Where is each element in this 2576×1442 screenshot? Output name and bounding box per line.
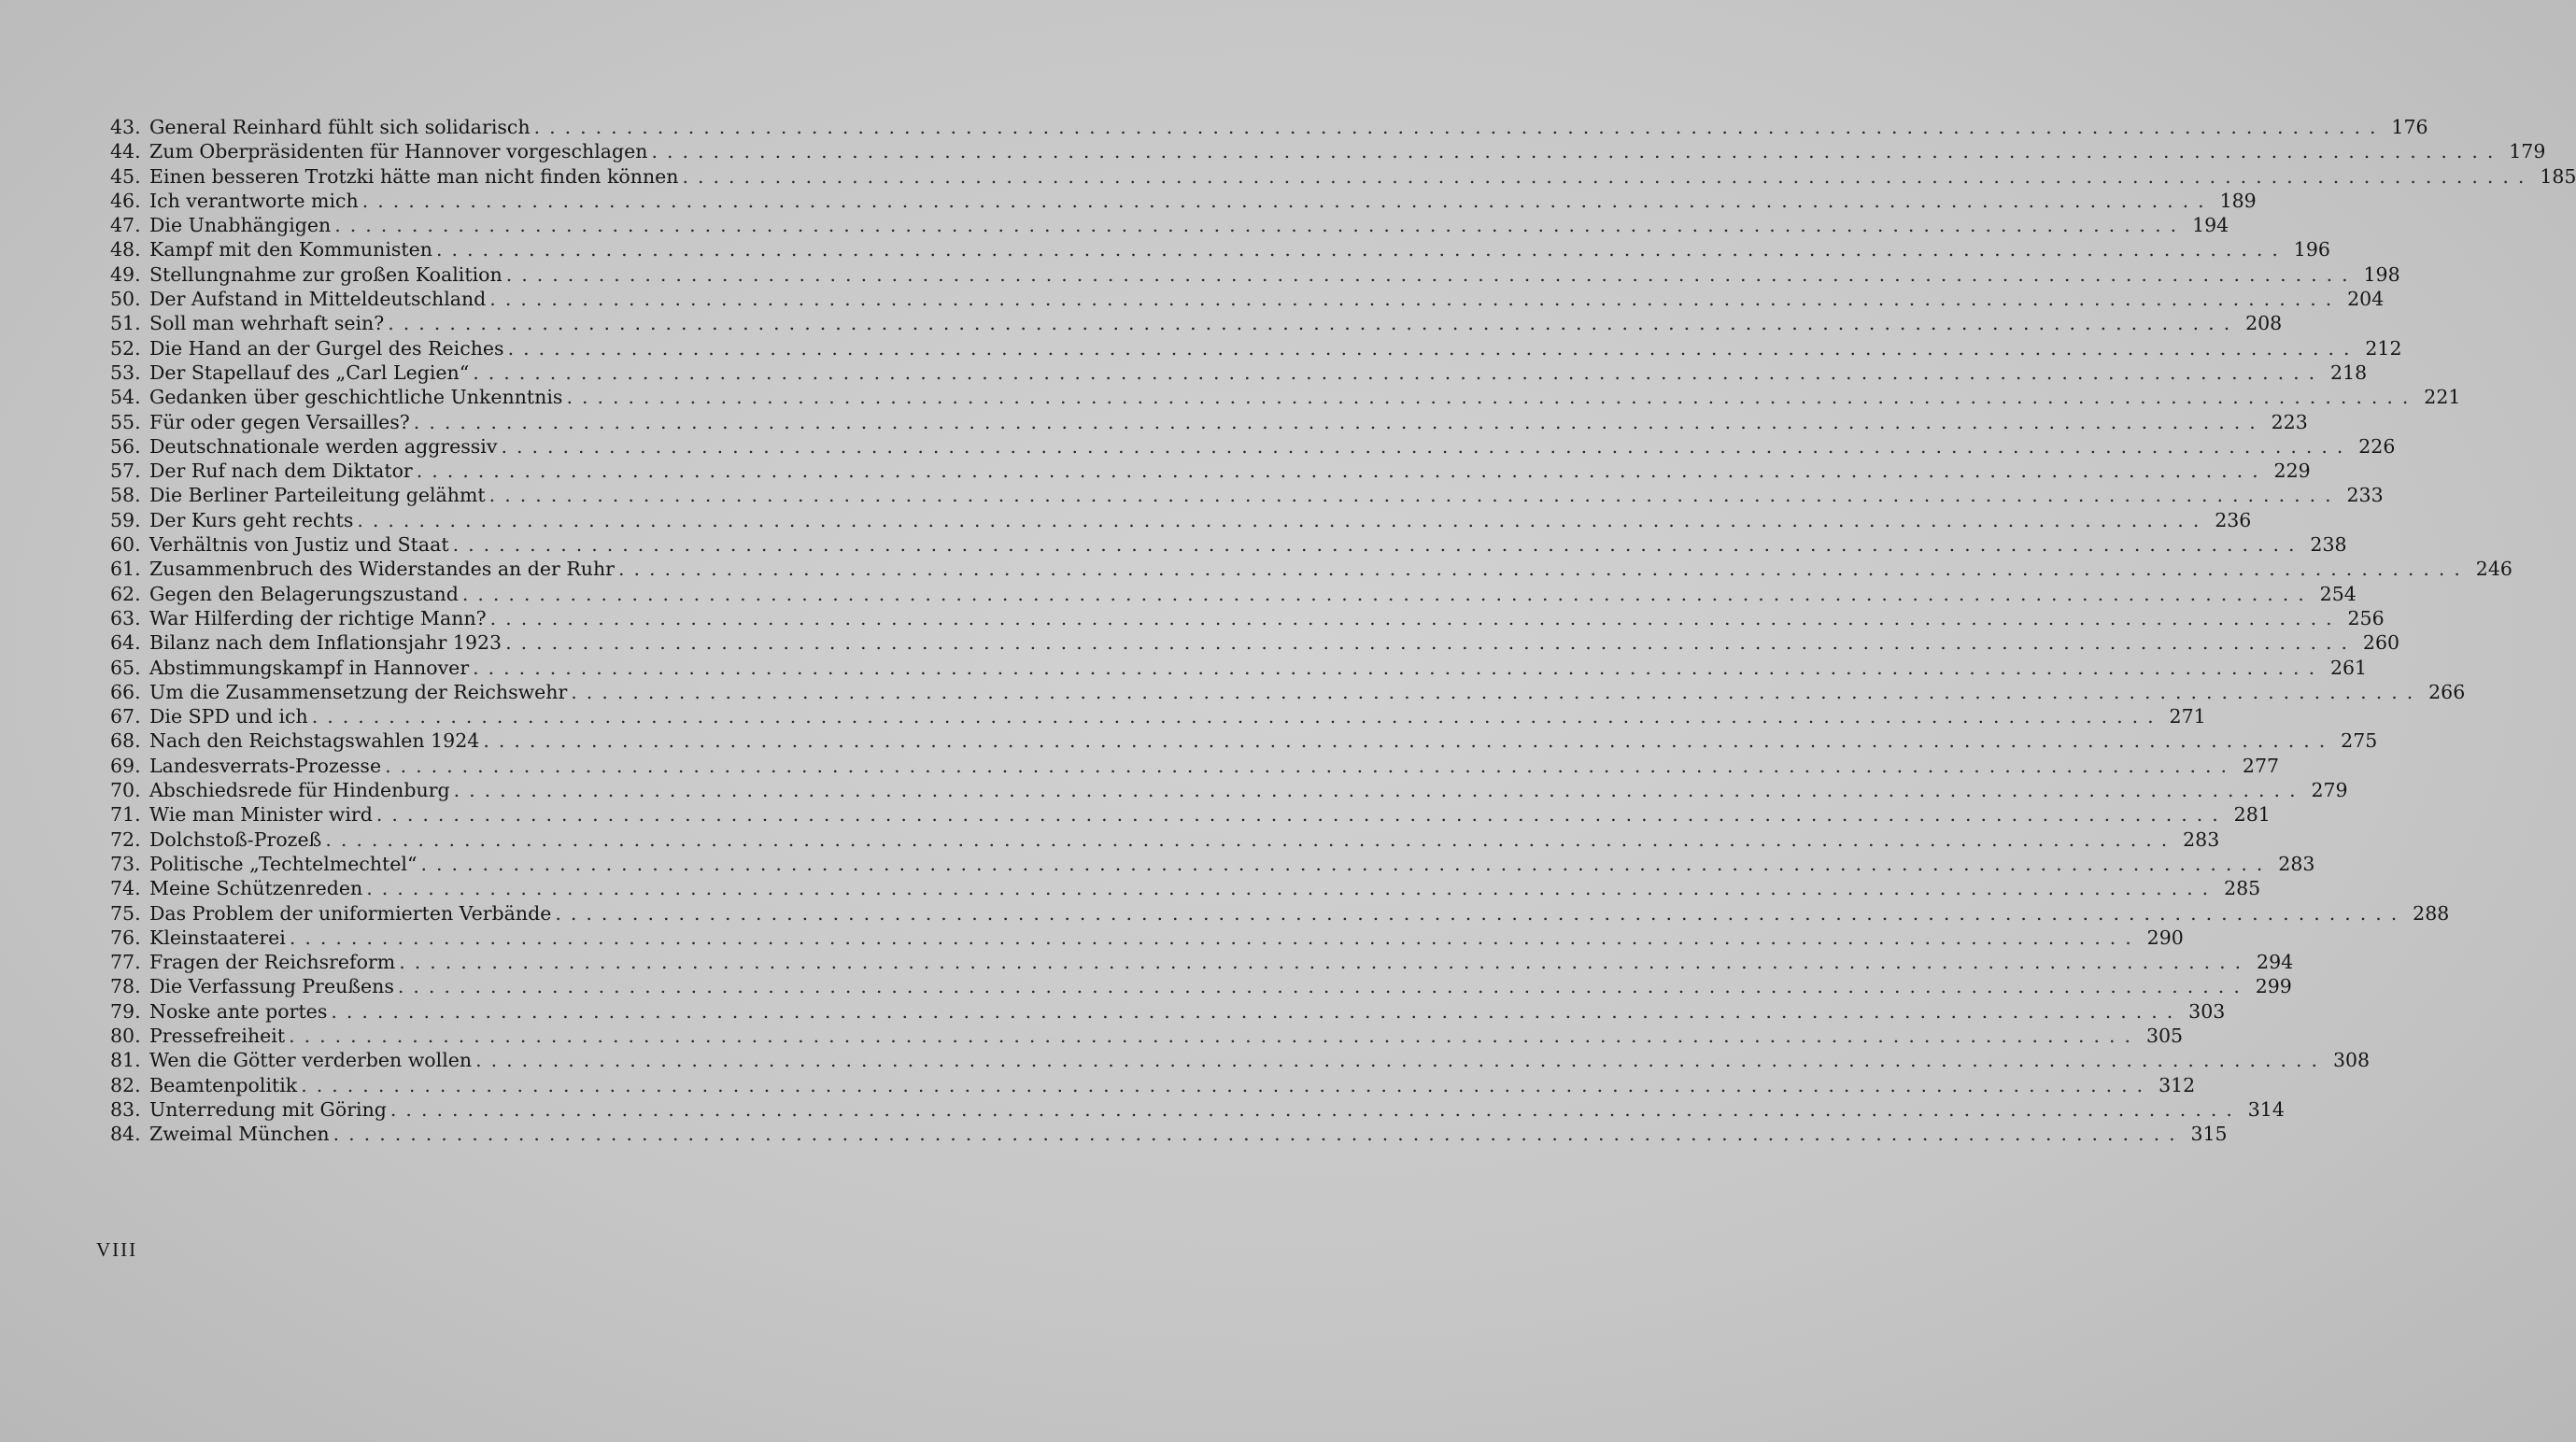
entry-page-number: 308: [2332, 1049, 2371, 1072]
entry-number: 73.: [110, 852, 141, 875]
toc-entry: [110, 951, 2294, 975]
page-number-folio: VIII: [96, 1238, 138, 1261]
toc-entry: [110, 754, 2280, 779]
dot-leader: ........................................................................................................................: [682, 164, 2534, 188]
entry-page-number: 204: [2347, 288, 2385, 311]
entry-page-number: 285: [2224, 877, 2261, 900]
dot-leader: ........................................................................................................................: [488, 484, 2341, 507]
toc-entry: [110, 852, 2315, 877]
toc-entry: [110, 975, 2292, 999]
entry-number: 62.: [110, 582, 141, 605]
entry-title: Bilanz nach dem Inflationsjahr 1923: [149, 631, 502, 655]
entry-page-number: 312: [2158, 1073, 2196, 1096]
dot-leader: ........................................................................................................................: [505, 631, 2357, 655]
dot-leader: ........................................................................................................................: [452, 533, 2304, 557]
dot-leader: ........................................................................................................................: [501, 434, 2353, 458]
entry-page-number: 288: [2413, 901, 2450, 925]
dot-leader: ........................................................................................................................: [420, 852, 2272, 875]
entry-page-number: 218: [2330, 360, 2368, 384]
entry-number: 52.: [110, 336, 141, 360]
entry-title: Deutschnationale werden aggressiv: [149, 434, 498, 458]
entry-title: Nach den Reichstagswahlen 1924: [149, 729, 480, 753]
entry-number: 47.: [110, 214, 141, 237]
entry-number: 71.: [110, 803, 141, 827]
dot-leader: ........................................................................................................................: [331, 999, 2183, 1023]
entry-title: Wen die Götter verderben wollen: [149, 1049, 473, 1072]
entry-title: Soll man wehrhaft sein?: [149, 312, 385, 335]
dot-leader: ........................................................................................................................: [289, 1024, 2141, 1047]
entry-page-number: 254: [2319, 582, 2357, 605]
entry-title: Die Hand an der Gurgel des Reiches: [149, 336, 504, 360]
entry-title: Politische „Techtelmechtel“: [149, 852, 418, 875]
entry-page-number: 246: [2475, 558, 2512, 581]
entry-page-number: 208: [2245, 312, 2283, 335]
entry-page-number: 229: [2273, 459, 2311, 483]
dot-leader: ........................................................................................................................: [473, 656, 2325, 679]
entry-number: 66.: [110, 680, 141, 703]
toc-entry: [110, 1073, 2196, 1098]
entry-page-number: 283: [2278, 852, 2315, 875]
toc-entry: [110, 779, 2348, 803]
entry-number: 79.: [110, 999, 141, 1023]
dot-leader: ........................................................................................................................: [507, 336, 2359, 360]
dot-leader: ........................................................................................................................: [489, 288, 2342, 311]
entry-page-number: 221: [2424, 386, 2461, 409]
entry-number: 72.: [110, 827, 141, 851]
toc-entry: [110, 729, 2378, 754]
dot-leader: ........................................................................................................................: [333, 1123, 2185, 1146]
entry-title: Meine Schützenreden: [149, 877, 363, 900]
entry-title: Abschiedsrede für Hindenburg: [149, 779, 450, 802]
toc-entry: [110, 410, 2308, 435]
entry-page-number: 260: [2362, 631, 2400, 655]
entry-number: 84.: [110, 1123, 141, 1146]
dot-leader: ........................................................................................................................: [388, 312, 2240, 335]
entry-page-number: 266: [2428, 680, 2466, 703]
toc-entry: [110, 606, 2385, 631]
toc-entry: [110, 336, 2402, 361]
entry-number: 83.: [110, 1097, 141, 1121]
entry-title: Die Berliner Parteileitung gelähmt: [149, 484, 486, 507]
entry-page-number: 236: [2215, 508, 2252, 531]
toc-entry: [110, 827, 2220, 853]
entry-title: Pressefreiheit: [149, 1024, 286, 1047]
dot-leader: ........................................................................................................................: [399, 951, 2251, 974]
entry-title: Der Stapellauf des „Carl Legien“: [149, 360, 470, 384]
entry-number: 49.: [110, 262, 141, 286]
toc-entry: [110, 386, 2461, 410]
entry-title: Abstimmungskampf in Hannover: [149, 656, 470, 679]
toc-entry: [110, 189, 2257, 214]
entry-page-number: 176: [2391, 116, 2428, 138]
entry-title: Fragen der Reichsreform: [149, 951, 396, 974]
toc-entry: [110, 1097, 2285, 1123]
entry-page-number: 238: [2310, 533, 2347, 557]
entry-page-number: 198: [2363, 262, 2400, 286]
entry-title: War Hilferding der richtige Mann?: [149, 606, 487, 629]
entry-title: Kleinstaaterei: [149, 926, 286, 949]
entry-number: 55.: [110, 410, 141, 433]
toc-entry: [110, 901, 2450, 926]
toc-entry: [110, 484, 2384, 508]
entry-page-number: 233: [2346, 484, 2384, 507]
toc-entry: [110, 140, 2546, 164]
toc-entry: [110, 558, 2512, 582]
toc-entry: [110, 582, 2357, 607]
entry-number: 48.: [110, 238, 141, 262]
dot-leader: ........................................................................................................................: [566, 386, 2418, 409]
toc-entry: [110, 1049, 2371, 1073]
entry-number: 50.: [110, 288, 141, 311]
entry-page-number: 275: [2341, 729, 2378, 753]
entry-title: Kampf mit den Kommunisten: [149, 238, 432, 262]
toc-entry: [110, 312, 2283, 336]
entry-number: 82.: [110, 1073, 141, 1096]
entry-number: 63.: [110, 606, 141, 629]
entry-number: 75.: [110, 901, 141, 925]
dot-leader: ........................................................................................................................: [489, 606, 2342, 629]
dot-leader: ........................................................................................................................: [651, 140, 2503, 163]
entry-title: Einen besseren Trotzki hätte man nicht finden können: [149, 164, 679, 188]
entry-title: Zusammenbruch des Widerstandes an der Ruhr: [149, 558, 615, 581]
entry-number: 78.: [110, 975, 141, 998]
dot-leader: ........................................................................................................................: [301, 1073, 2153, 1096]
toc-entry: [110, 288, 2385, 312]
entry-number: 61.: [110, 558, 141, 581]
dot-leader: ........................................................................................................................: [311, 705, 2163, 728]
dot-leader: ........................................................................................................................: [555, 901, 2407, 925]
toc-entry: [110, 214, 2229, 238]
entry-title: Für oder gegen Versailles?: [149, 410, 410, 433]
entry-number: 44.: [110, 140, 141, 163]
entry-number: 67.: [110, 705, 141, 728]
entry-title: Die SPD und ich: [149, 705, 308, 728]
dot-leader: ........................................................................................................................: [325, 827, 2177, 851]
entry-number: 70.: [110, 779, 141, 802]
entry-number: 56.: [110, 434, 141, 458]
toc-entry: [110, 116, 2428, 140]
entry-page-number: 185: [2540, 164, 2576, 188]
toc-entry: [110, 1123, 2228, 1147]
entry-title: Noske ante portes: [149, 999, 328, 1023]
entry-number: 64.: [110, 631, 141, 655]
entry-page-number: 314: [2247, 1097, 2285, 1121]
entry-page-number: 179: [2509, 140, 2546, 163]
entry-number: 58.: [110, 484, 141, 507]
entry-number: 69.: [110, 754, 141, 777]
entry-number: 68.: [110, 729, 141, 753]
entry-title: Ich verantworte mich: [149, 189, 359, 212]
entry-title: Stellungnahme zur großen Koalition: [149, 262, 502, 286]
entry-page-number: 261: [2329, 656, 2368, 679]
entry-page-number: 294: [2257, 951, 2294, 974]
dot-leader: ........................................................................................................................: [505, 262, 2357, 286]
entry-number: 43.: [110, 116, 141, 138]
dot-leader: ........................................................................................................................: [389, 1097, 2242, 1121]
entry-page-number: 279: [2311, 779, 2348, 802]
entry-number: 46.: [110, 189, 141, 212]
entry-number: 45.: [110, 164, 141, 188]
entry-page-number: 283: [2183, 827, 2220, 851]
entry-page-number: 303: [2188, 999, 2226, 1023]
toc-entry: [110, 533, 2347, 558]
entry-number: 59.: [110, 508, 141, 531]
entry-page-number: 299: [2255, 975, 2292, 998]
entry-title: Zweimal München: [149, 1123, 330, 1146]
entry-number: 54.: [110, 386, 141, 409]
entry-title: Landesverrats-Prozesse: [149, 754, 382, 777]
entry-number: 57.: [110, 459, 141, 483]
entry-title: Wie man Minister wird: [149, 803, 373, 827]
dot-leader: ........................................................................................................................: [617, 558, 2470, 581]
dot-leader: ........................................................................................................................: [571, 680, 2423, 703]
toc-entry: [110, 360, 2368, 386]
entry-number: 74.: [110, 877, 141, 900]
entry-title: Gegen den Belagerungszustand: [149, 582, 459, 605]
toc-entry: [110, 262, 2400, 288]
entry-number: 77.: [110, 951, 141, 974]
entry-number: 51.: [110, 312, 141, 335]
entry-title: Verhältnis von Justiz und Staat: [149, 533, 449, 557]
toc-entry: [110, 680, 2466, 705]
dot-leader: ........................................................................................................................: [289, 926, 2141, 949]
entry-page-number: 315: [2190, 1123, 2228, 1146]
toc-entry: [110, 508, 2252, 533]
toc-entry: [110, 803, 2271, 827]
toc-entry: [110, 434, 2396, 459]
toc-entry: [110, 164, 2576, 190]
entry-page-number: 226: [2358, 434, 2396, 458]
entry-page-number: 194: [2192, 214, 2229, 237]
dot-leader: ........................................................................................................................: [475, 1049, 2328, 1072]
entry-title: General Reinhard fühlt sich solidarisch: [149, 116, 531, 138]
entry-title: Beamtenpolitik: [149, 1073, 298, 1096]
entry-title: Der Ruf nach dem Diktator: [149, 459, 413, 483]
dot-leader: ........................................................................................................................: [483, 729, 2335, 753]
entry-page-number: 256: [2347, 606, 2385, 629]
dot-leader: ........................................................................................................................: [533, 116, 2385, 138]
entry-page-number: 196: [2293, 238, 2330, 262]
entry-title: Zum Oberpräsidenten für Hannover vorgeschlagen: [149, 140, 648, 163]
toc-entry: [110, 705, 2206, 729]
entry-page-number: 277: [2242, 754, 2280, 777]
entry-number: 53.: [110, 360, 141, 384]
toc-entry: [110, 1024, 2184, 1049]
dot-leader: ........................................................................................................................: [385, 754, 2237, 777]
entry-title: Gedanken über geschichtliche Unkenntnis: [149, 386, 563, 409]
entry-title: Die Unabhängigen: [149, 214, 332, 237]
dot-leader: ........................................................................................................................: [334, 214, 2187, 237]
entry-title: Die Verfassung Preußens: [149, 975, 394, 998]
entry-title: Unterredung mit Göring: [149, 1097, 387, 1121]
entry-title: Der Kurs geht rechts: [149, 508, 354, 531]
dot-leader: ........................................................................................................................: [357, 508, 2209, 531]
toc-entry: [110, 459, 2311, 484]
entry-title: Um die Zusammensetzung der Reichswehr: [149, 680, 568, 703]
entry-title: Dolchstoß-Prozeß: [149, 827, 322, 851]
toc-entry: [110, 238, 2330, 262]
entry-page-number: 223: [2271, 410, 2308, 433]
entry-page-number: 281: [2233, 803, 2271, 827]
entry-number: 60.: [110, 533, 141, 557]
entry-number: 80.: [110, 1024, 141, 1047]
dot-leader: ........................................................................................................................: [453, 779, 2305, 802]
toc-entry: [110, 656, 2368, 681]
entry-page-number: 212: [2365, 336, 2402, 360]
entry-page-number: 290: [2146, 926, 2184, 949]
entry-number: 65.: [110, 656, 141, 679]
dot-leader: ........................................................................................................................: [375, 803, 2228, 827]
entry-title: Das Problem der uniformierten Verbände: [149, 901, 552, 925]
entry-number: 81.: [110, 1049, 141, 1072]
dot-leader: ........................................................................................................................: [416, 459, 2268, 483]
entry-page-number: 271: [2169, 705, 2206, 728]
toc-entry: [110, 926, 2184, 951]
toc-entry: [110, 631, 2400, 656]
entry-page-number: 189: [2219, 189, 2257, 212]
entry-page-number: 305: [2145, 1024, 2184, 1047]
dot-leader: ........................................................................................................................: [473, 360, 2325, 384]
entry-title: Der Aufstand in Mitteldeutschland: [149, 288, 487, 311]
dot-leader: ........................................................................................................................: [461, 582, 2314, 605]
toc-entry: [110, 877, 2261, 901]
dot-leader: ........................................................................................................................: [435, 238, 2287, 262]
dot-leader: ........................................................................................................................: [366, 877, 2218, 900]
dot-leader: ........................................................................................................................: [397, 975, 2249, 998]
dot-leader: ........................................................................................................................: [361, 189, 2214, 212]
dot-leader: ........................................................................................................................: [413, 410, 2265, 433]
table-of-contents: [110, 116, 2576, 1147]
toc-entry: [110, 999, 2226, 1025]
entry-number: 76.: [110, 926, 141, 949]
